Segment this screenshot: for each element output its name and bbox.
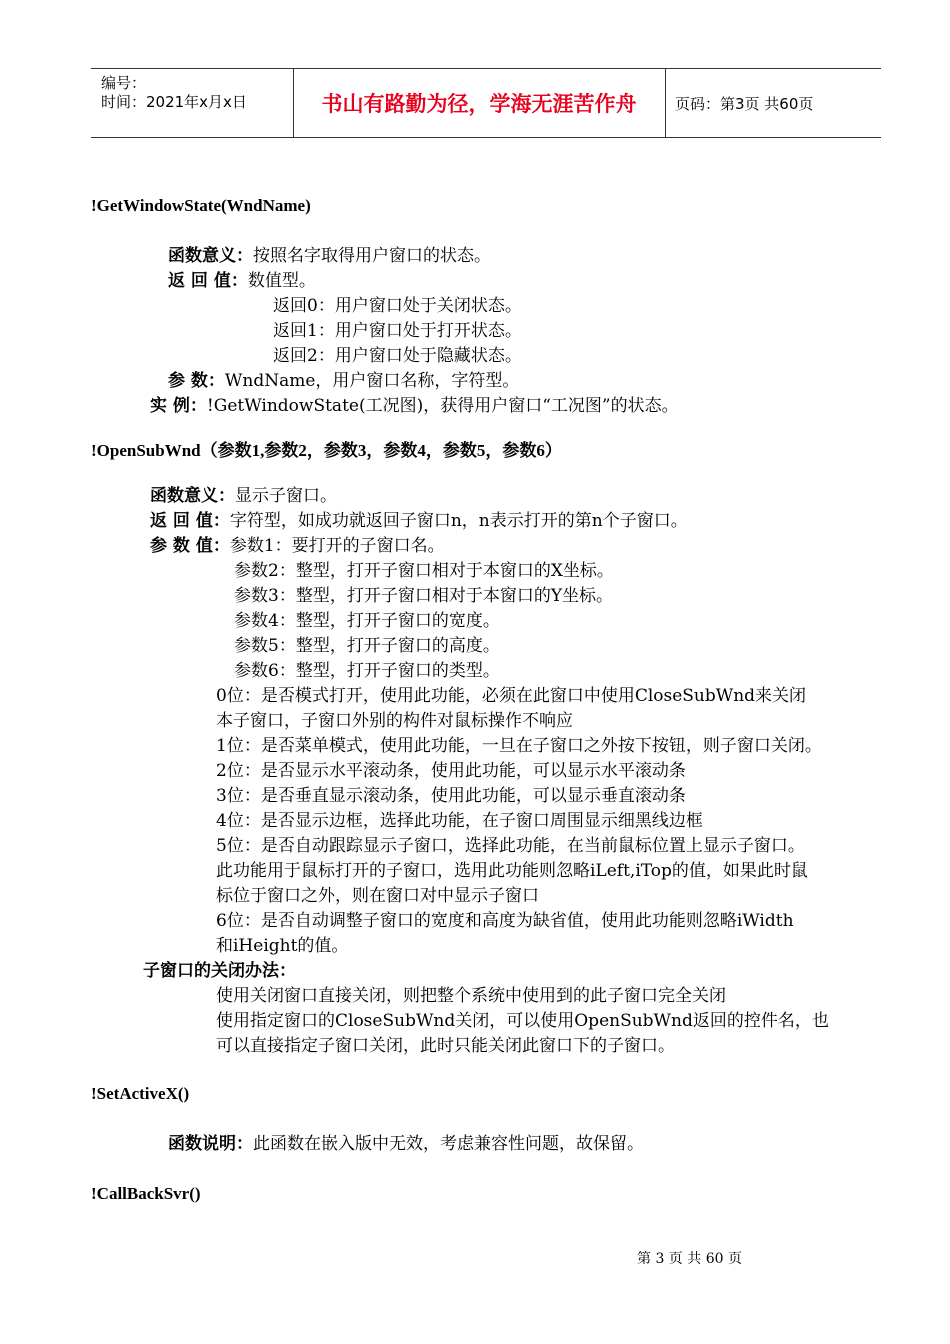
section-title-callbacksvr: !CallBackSvr() [91, 1184, 201, 1203]
doc-line: 返 回 值：字符型，如成功就返回子窗口n，n表示打开的第n个子窗口。 [150, 511, 688, 531]
doc-line: 使用指定窗口的CloseSubWnd关闭，可以使用OpenSubWnd返回的控件名，也 [216, 1011, 829, 1031]
doc-line: 参数6：整型，打开子窗口的类型。 [234, 661, 500, 681]
header-time-label: 时间：2021年x月x日 [101, 93, 247, 111]
doc-line: 使用关闭窗口直接关闭，则把整个系统中使用到的此子窗口完全关闭 [216, 986, 726, 1006]
doc-line: 返 回 值：数值型。 [168, 271, 316, 291]
doc-line: 参数3：整型，打开子窗口相对于本窗口的Y坐标。 [234, 586, 614, 606]
doc-line: 函数意义：显示子窗口。 [150, 486, 337, 506]
doc-line: 参数4：整型，打开子窗口的宽度。 [234, 611, 500, 631]
doc-line: 参数5：整型，打开子窗口的高度。 [234, 636, 500, 656]
doc-line: 参 数 值：参数1：要打开的子窗口名。 [150, 536, 445, 556]
doc-line: 0位：是否模式打开，使用此功能，必须在此窗口中使用CloseSubWnd来关闭 [216, 686, 807, 706]
doc-line: 实 例：!GetWindowState(工况图)，获得用户窗口“工况图”的状态。 [150, 396, 679, 416]
header-page-label: 页码：第3页 共60页 [675, 94, 814, 113]
header-number-label: 编号： [101, 74, 147, 92]
page-number: 第 3 页 共 60 页 [637, 1251, 742, 1267]
doc-line: 函数意义：按照名字取得用户窗口的状态。 [168, 246, 491, 266]
section-title-getwindowstate: !GetWindowState(WndName) [91, 196, 311, 215]
header-meta [91, 69, 294, 137]
subsection-title-close-methods: 子窗口的关闭办法： [143, 961, 296, 981]
doc-line: 4位：是否显示边框，选择此功能，在子窗口周围显示细黑线边框 [216, 811, 703, 831]
doc-line: 返回1：用户窗口处于打开状态。 [273, 321, 522, 341]
header-motto: 书山有路勤为径，学海无涯苦作舟 [293, 69, 666, 137]
doc-line: 本子窗口，子窗口外别的构件对鼠标操作不响应 [216, 711, 573, 731]
page-header [91, 68, 881, 138]
doc-line: 1位：是否菜单模式，使用此功能，一旦在子窗口之外按下按钮，则子窗口关闭。 [216, 736, 822, 756]
doc-line: 5位：是否自动跟踪显示子窗口，选择此功能，在当前鼠标位置上显示子窗口。 [216, 836, 805, 856]
doc-line: 3位：是否垂直显示滚动条，使用此功能，可以显示垂直滚动条 [216, 786, 686, 806]
doc-line: 2位：是否显示水平滚动条，使用此功能，可以显示水平滚动条 [216, 761, 686, 781]
section-title-opensubwnd: !OpenSubWnd（参数1,参数2，参数3，参数4，参数5，参数6） [91, 441, 562, 460]
doc-line: 标位于窗口之外，则在窗口对中显示子窗口 [216, 886, 539, 906]
doc-line: 可以直接指定子窗口关闭，此时只能关闭此窗口下的子窗口。 [216, 1036, 675, 1056]
section-title-setactivex: !SetActiveX() [91, 1084, 190, 1103]
doc-line: 参 数：WndName，用户窗口名称，字符型。 [168, 371, 520, 391]
doc-line: 此功能用于鼠标打开的子窗口，选用此功能则忽略iLeft,iTop的值，如果此时鼠 [216, 861, 808, 881]
doc-line: 返回2：用户窗口处于隐藏状态。 [273, 346, 522, 366]
doc-line: 参数2：整型，打开子窗口相对于本窗口的X坐标。 [234, 561, 614, 581]
doc-line: 函数说明：此函数在嵌入版中无效，考虑兼容性问题，故保留。 [168, 1134, 644, 1154]
doc-line: 和iHeight的值。 [216, 936, 349, 956]
doc-line: 6位：是否自动调整子窗口的宽度和高度为缺省值，使用此功能则忽略iWidth [216, 911, 794, 931]
doc-line: 返回0：用户窗口处于关闭状态。 [273, 296, 522, 316]
